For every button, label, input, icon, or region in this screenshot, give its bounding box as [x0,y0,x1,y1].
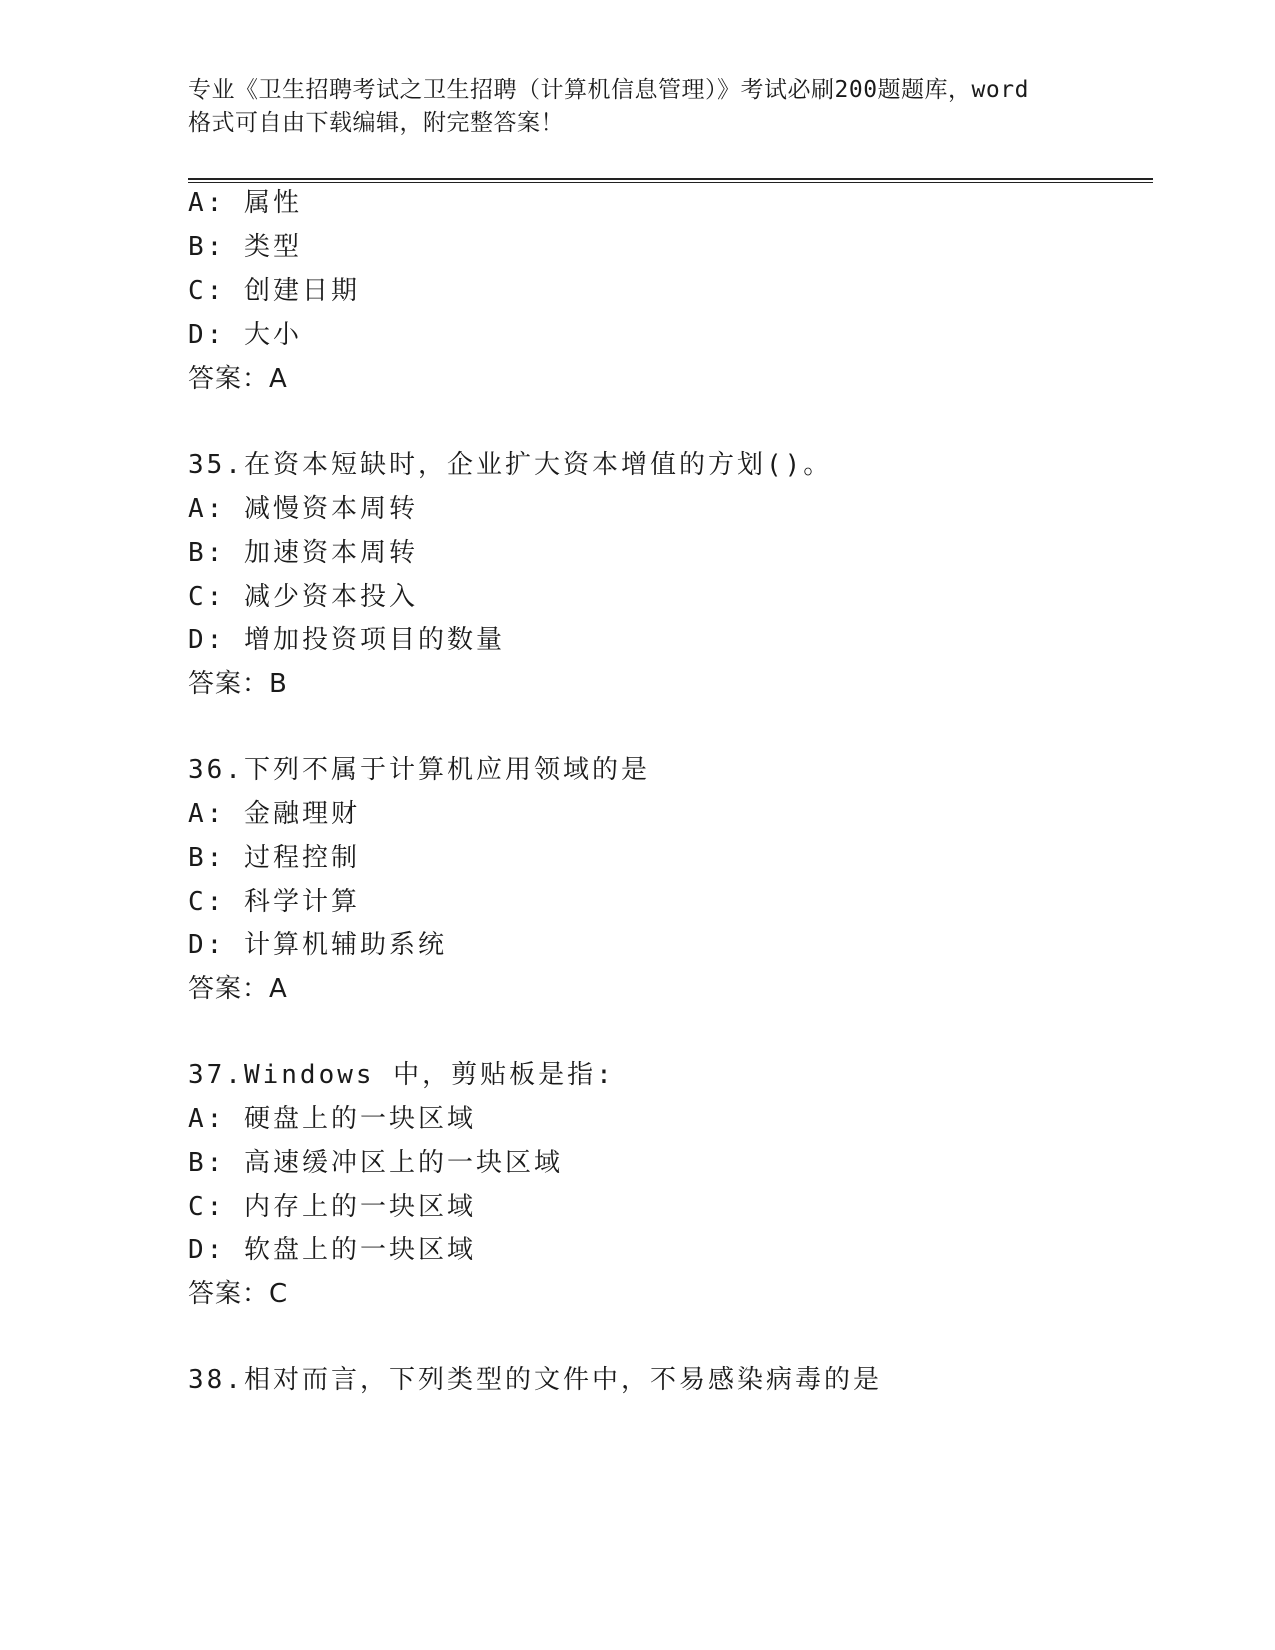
q35-answer: 答案：B [188,669,288,699]
q35-option-b: B: 加速资本周转 [188,538,418,568]
header-divider [188,178,1153,183]
q35-option-c: C: 减少资本投入 [188,582,418,612]
q36-option-a: A: 金融理财 [188,799,360,829]
q34-answer: 答案：A [188,364,288,394]
q36-answer: 答案：A [188,974,288,1004]
q36-option-b: B: 过程控制 [188,843,360,873]
q34-option-d: D: 大小 [188,320,302,350]
q36-option-c: C: 科学计算 [188,887,360,917]
header-line-1: 专业《卫生招聘考试之卫生招聘（计算机信息管理）》考试必刷200题题库，word [188,77,1029,103]
q37-option-d: D: 软盘上的一块区域 [188,1235,476,1265]
q37-question: 37.Windows 中，剪贴板是指: [188,1060,615,1090]
q34-option-c: C: 创建日期 [188,276,360,306]
q37-option-b: B: 高速缓冲区上的一块区域 [188,1148,563,1178]
q36-option-d: D: 计算机辅助系统 [188,930,447,960]
q37-option-a: A: 硬盘上的一块区域 [188,1104,476,1134]
q38-question: 38.相对而言，下列类型的文件中，不易感染病毒的是 [188,1365,882,1395]
q35-option-a: A: 减慢资本周转 [188,494,418,524]
q36-question: 36.下列不属于计算机应用领域的是 [188,755,650,785]
q34-option-b: B: 类型 [188,232,302,262]
q37-option-c: C: 内存上的一块区域 [188,1192,476,1222]
document-page [188,0,1153,1650]
q35-option-d: D: 增加投资项目的数量 [188,625,505,655]
document-header [188,74,1088,140]
q35-question: 35.在资本短缺时，企业扩大资本增值的方划()。 [188,450,833,480]
q37-answer: 答案：C [188,1279,289,1309]
header-line-2: 格式可自由下载编辑，附完整答案！ [188,110,564,136]
q34-option-a: A: 属性 [188,188,302,218]
